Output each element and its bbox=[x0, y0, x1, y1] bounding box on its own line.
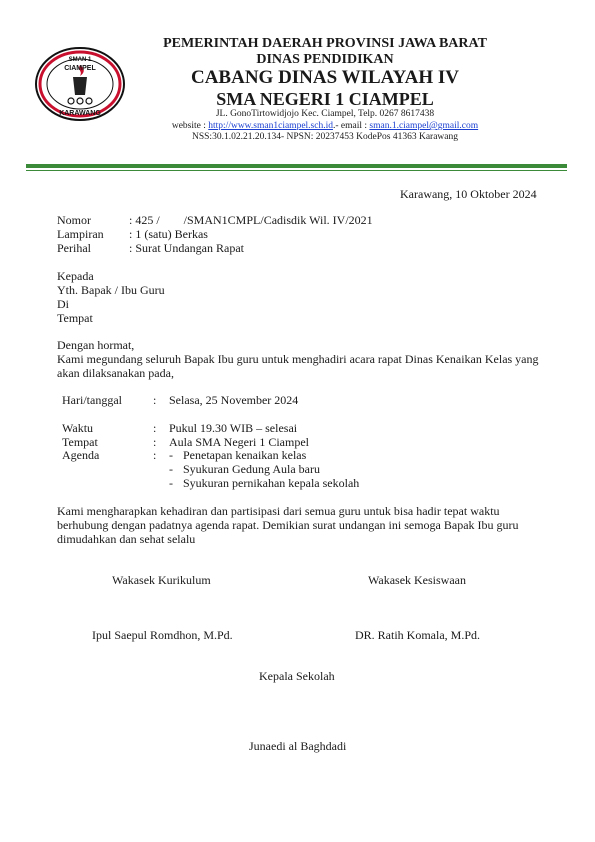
hari-value: Selasa, 25 November 2024 bbox=[169, 393, 299, 407]
logo-mid-text: CIAMPEL bbox=[64, 65, 96, 72]
website-link[interactable]: http://www.sman1ciampel.sch.id bbox=[208, 121, 333, 131]
agenda-bullet: - bbox=[169, 448, 173, 462]
letterhead-government: PEMERINTAH DAERAH PROVINSI JAWA BARAT bbox=[163, 36, 487, 51]
lampiran-label: Lampiran bbox=[57, 227, 104, 241]
letterhead-school: SMA NEGERI 1 CIAMPEL bbox=[216, 89, 434, 109]
agenda-item bbox=[169, 476, 359, 490]
agenda-item bbox=[169, 448, 306, 462]
signature-right-name: DR. Ratih Komala, M.Pd. bbox=[355, 628, 480, 642]
intro-line-2: akan dilaksanakan pada, bbox=[57, 366, 174, 380]
agenda-item bbox=[169, 462, 320, 476]
signature-left-title: Wakasek Kurikulum bbox=[112, 573, 211, 587]
agenda-bullet: - bbox=[169, 462, 173, 476]
letter-date: Karawang, 10 Oktober 2024 bbox=[400, 187, 537, 201]
waktu-colon: : bbox=[153, 421, 157, 435]
email-link[interactable]: sman.1.ciampel@gmail.com bbox=[369, 121, 479, 131]
letterhead-address: JL. GonoTirtowidjojo Kec. Ciampel, Telp. 0267 8617438 bbox=[215, 109, 435, 119]
website-prefix: website : bbox=[171, 121, 209, 131]
hari-label: Hari/tanggal bbox=[62, 393, 122, 407]
lampiran-value: : 1 (satu) Berkas bbox=[129, 227, 208, 241]
tempat-label: Tempat bbox=[62, 435, 98, 449]
header-divider-thin bbox=[26, 170, 567, 171]
email-prefix: .- email : bbox=[332, 121, 370, 131]
school-logo bbox=[33, 45, 127, 123]
letterhead-department: DINAS PENDIDIKAN bbox=[256, 52, 394, 67]
tempat-colon: : bbox=[153, 435, 157, 449]
perihal-value: : Surat Undangan Rapat bbox=[129, 241, 244, 255]
agenda-item-label: Syukuran Gedung Aula baru bbox=[183, 462, 320, 476]
header-divider-thick bbox=[26, 164, 567, 168]
signature-head-name: Junaedi al Baghdadi bbox=[249, 739, 347, 753]
closing-line-3: dimudahkan dan sehat selalu bbox=[57, 532, 196, 546]
agenda-colon: : bbox=[153, 448, 157, 462]
closing-line-1: Kami mengharapkan kehadiran dan partisipasi dari semua guru untuk bisa hadir tepat waktu bbox=[57, 504, 500, 518]
recipient-kepada: Kepada bbox=[57, 269, 94, 283]
agenda-item-label: Penetapan kenaikan kelas bbox=[183, 448, 307, 462]
logo-top-text: SMAN 1 bbox=[68, 57, 92, 63]
hari-colon: : bbox=[153, 393, 157, 407]
letterhead-branch: CABANG DINAS WILAYAH IV bbox=[190, 67, 459, 88]
waktu-label: Waktu bbox=[62, 421, 94, 435]
agenda-item-label: Syukuran pernikahan kepala sekolah bbox=[183, 476, 360, 490]
recipient-tempat: Tempat bbox=[57, 311, 93, 325]
logo-bottom-text: KARAWANG bbox=[59, 110, 101, 117]
signature-left-name: Ipul Saepul Romdhon, M.Pd. bbox=[92, 628, 233, 642]
nomor-value: : 425 / /SMAN1CMPL/Cadisdik Wil. IV/2021 bbox=[129, 213, 373, 227]
closing-line-2: berhubung dengan padatnya agenda rapat. Demikian surat undangan ini semoga Bapak Ibu guru bbox=[57, 518, 519, 532]
tempat-value: Aula SMA Negeri 1 Ciampel bbox=[169, 435, 309, 449]
signature-right-title: Wakasek Kesiswaan bbox=[368, 573, 466, 587]
recipient-name: Yth. Bapak / Ibu Guru bbox=[57, 283, 165, 297]
signature-head-title: Kepala Sekolah bbox=[259, 669, 335, 683]
waktu-value: Pukul 19.30 WIB – selesai bbox=[169, 421, 298, 435]
perihal-label: Perihal bbox=[57, 241, 91, 255]
letterhead-contact bbox=[115, 122, 535, 132]
greeting: Dengan hormat, bbox=[57, 338, 135, 352]
agenda-label: Agenda bbox=[62, 448, 100, 462]
agenda-bullet: - bbox=[169, 476, 173, 490]
recipient-di: Di bbox=[57, 297, 69, 311]
nomor-label: Nomor bbox=[57, 213, 91, 227]
letterhead-nss: NSS:30.1.02.21.20.134- NPSN: 20237453 KodePos 41363 Karawang bbox=[192, 132, 458, 142]
intro-line-1: Kami megundang seluruh Bapak Ibu guru untuk menghadiri acara rapat Dinas Kenaikan Kelas yang bbox=[57, 352, 539, 366]
